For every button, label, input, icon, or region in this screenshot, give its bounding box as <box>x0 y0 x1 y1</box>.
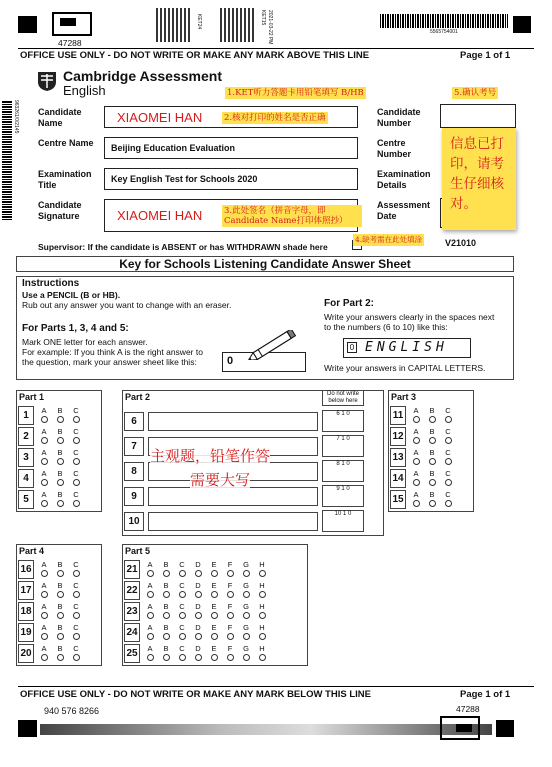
candidate-name-label: Candidate Name <box>38 107 82 128</box>
part5-label: Part 5 <box>125 546 151 556</box>
part5-q24-option-b[interactable]: B <box>160 624 172 640</box>
part4-q19-option-c[interactable]: C <box>70 624 82 640</box>
part5-q23-option-g[interactable]: G <box>240 603 252 619</box>
part4-q16-option-a[interactable]: A <box>38 561 50 577</box>
part2-label: Part 2 <box>125 392 151 402</box>
part1-q1-option-b[interactable]: B <box>54 407 66 423</box>
part5-q22-option-h[interactable]: H <box>256 582 268 598</box>
part2-answer-field-10[interactable] <box>148 512 318 531</box>
part1-q3-option-a[interactable]: A <box>38 449 50 465</box>
part4-q20-option-a[interactable]: A <box>38 645 50 661</box>
part1-q5-option-a[interactable]: A <box>38 491 50 507</box>
barcode-right-number: 5565754001 <box>430 29 458 35</box>
part4-q17-option-b[interactable]: B <box>54 582 66 598</box>
part5-q24-option-h[interactable]: H <box>256 624 268 640</box>
part3-q11-option-b[interactable]: B <box>426 407 438 423</box>
part1-q4-option-b[interactable]: B <box>54 470 66 486</box>
instructions-line1: Use a PENCIL (B or HB). <box>22 290 121 300</box>
part1-q5-option-b[interactable]: B <box>54 491 66 507</box>
part5-q24-option-g[interactable]: G <box>240 624 252 640</box>
part5-q25-option-h[interactable]: H <box>256 645 268 661</box>
part4-q16-option-c[interactable]: C <box>70 561 82 577</box>
part5-q21-option-e[interactable]: E <box>208 561 220 577</box>
part5-question-number: 21 <box>124 560 140 579</box>
part3-question-number: 15 <box>390 490 406 509</box>
part3-q15-option-b[interactable]: B <box>426 491 438 507</box>
part1-q4-option-c[interactable]: C <box>70 470 82 486</box>
part4-q17-option-c[interactable]: C <box>70 582 82 598</box>
part1-q5-option-c[interactable]: C <box>70 491 82 507</box>
parts135-line3: the question, mark your answer sheet like this: <box>22 357 197 367</box>
part5-q22-option-d[interactable]: D <box>192 582 204 598</box>
part5-q21-option-a[interactable]: A <box>144 561 156 577</box>
note-pencil: 1.KET听力答题卡用铅笔填写 B/HB <box>227 88 364 98</box>
part2-marker-8: 8 1 0 <box>322 460 364 482</box>
part4-q16-option-b[interactable]: B <box>54 561 66 577</box>
part4-q18-option-c[interactable]: C <box>70 603 82 619</box>
office-use-bottom: OFFICE USE ONLY - DO NOT WRITE OR MAKE ANY MARK BELOW THIS LINE <box>20 689 371 700</box>
part1-question-number: 4 <box>18 469 34 488</box>
part2-instr-line1: Write your answers clearly in the spaces next <box>324 312 495 322</box>
part4-q18-option-b[interactable]: B <box>54 603 66 619</box>
part2-marker-7: 7 1 0 <box>322 435 364 457</box>
registration-mark-bottom-left <box>18 720 37 737</box>
part4-question-number: 19 <box>18 623 34 642</box>
part1-q3-option-b[interactable]: B <box>54 449 66 465</box>
part5-q22-option-b[interactable]: B <box>160 582 172 598</box>
part4-q19-option-b[interactable]: B <box>54 624 66 640</box>
part3-q12-option-c[interactable]: C <box>442 428 454 444</box>
part4-q19-option-a[interactable]: A <box>38 624 50 640</box>
part5-q25-option-b[interactable]: B <box>160 645 172 661</box>
note-signature: 3.此处签名（拼音字母，即Candidate Name打印体照抄） <box>222 205 362 227</box>
part4-q20-option-b[interactable]: B <box>54 645 66 661</box>
part1-q2-option-a[interactable]: A <box>38 428 50 444</box>
part4-question-number: 17 <box>18 581 34 600</box>
part1-q4-option-a[interactable]: A <box>38 470 50 486</box>
note-confirm-number: 5.确认考号 <box>454 88 497 98</box>
side-barcode <box>2 100 12 220</box>
part5-q21-option-h[interactable]: H <box>256 561 268 577</box>
part3-q13-option-b[interactable]: B <box>426 449 438 465</box>
part5-q23-option-b[interactable]: B <box>160 603 172 619</box>
part5-question-number: 24 <box>124 623 140 642</box>
registration-mark-bottom-right <box>496 720 514 737</box>
part3-question-number: 13 <box>390 448 406 467</box>
part2-question-number: 7 <box>124 437 144 456</box>
exam-title-label: Examination Title <box>38 169 92 190</box>
top-divider <box>18 48 534 49</box>
part2-marker-9: 9 1 0 <box>322 485 364 507</box>
part5-q25-option-c[interactable]: C <box>176 645 188 661</box>
qr-code-right <box>220 8 256 42</box>
part5-q24-option-e[interactable]: E <box>208 624 220 640</box>
registration-mark-top-right <box>513 16 531 33</box>
example-mark-num: 0 <box>227 355 234 367</box>
logo-line2: English <box>63 83 106 98</box>
part4-question-number: 20 <box>18 644 34 663</box>
part2-instr-line2: to the numbers (6 to 10) like this: <box>324 322 448 332</box>
part2-marker-10: 10 1 0 <box>322 510 364 532</box>
instructions-line2: Rub out any answer you want to change with an eraser. <box>22 300 232 310</box>
part3-label: Part 3 <box>391 392 417 402</box>
part3-q12-option-b[interactable]: B <box>426 428 438 444</box>
exam-details-label: Examination Details <box>377 169 431 190</box>
part1-q2-option-c[interactable]: C <box>70 428 82 444</box>
part2-example-word: ENGLISH <box>365 340 448 355</box>
part1-q2-option-b[interactable]: B <box>54 428 66 444</box>
part2-question-number: 6 <box>124 412 144 431</box>
part5-q23-option-a[interactable]: A <box>144 603 156 619</box>
side-barcode-text: 963261/0/2145 <box>13 100 19 134</box>
part3-q13-option-c[interactable]: C <box>442 449 454 465</box>
assessment-date-label: Assessment Date <box>377 200 431 221</box>
part3-q15-option-c[interactable]: C <box>442 491 454 507</box>
part5-q24-option-d[interactable]: D <box>192 624 204 640</box>
part5-q24-option-a[interactable]: A <box>144 624 156 640</box>
part1-question-number: 3 <box>18 448 34 467</box>
supervisor-text: Supervisor: If the candidate is ABSENT or has WITHDRAWN shade here <box>38 242 328 252</box>
part2-question-number: 10 <box>124 512 144 531</box>
part3-q15-option-a[interactable]: A <box>410 491 422 507</box>
page-label-top: Page 1 of 1 <box>460 50 511 61</box>
part5-q21-option-g[interactable]: G <box>240 561 252 577</box>
part5-q21-option-b[interactable]: B <box>160 561 172 577</box>
part2-instr-line3: Write your answers in CAPITAL LETTERS. <box>324 363 486 373</box>
part1-q1-option-c[interactable]: C <box>70 407 82 423</box>
sheet-code-box-fill <box>60 18 76 26</box>
signature-value: XIAOMEI HAN <box>117 208 203 223</box>
part2-note-line2: 需要大写 <box>190 469 250 490</box>
centre-number-label: Centre Number <box>377 138 412 159</box>
part2-instr-heading: For Part 2: <box>324 298 375 309</box>
part5-q22-option-c[interactable]: C <box>176 582 188 598</box>
do-not-write-header: Do not write below here <box>322 390 364 406</box>
office-use-top: OFFICE USE ONLY - DO NOT WRITE OR MAKE ANY MARK ABOVE THIS LINE <box>20 50 370 61</box>
qr-caption-right-date: 2021-03-22 PM <box>267 10 273 45</box>
part3-question-number: 11 <box>390 406 406 425</box>
part5-q24-option-c[interactable]: C <box>176 624 188 640</box>
bottom-divider <box>18 686 534 687</box>
part2-answer-field-6[interactable] <box>148 412 318 431</box>
centre-name-label: Centre Name <box>38 138 94 148</box>
part1-q1-option-a[interactable]: A <box>38 407 50 423</box>
part3-q14-option-c[interactable]: C <box>442 470 454 486</box>
part3-q14-option-b[interactable]: B <box>426 470 438 486</box>
qr-caption-left: KET24 <box>196 14 202 30</box>
parts135-heading: For Parts 1, 3, 4 and 5: <box>22 323 129 334</box>
part5-question-number: 25 <box>124 644 140 663</box>
qr-caption-right: KET15 <box>260 10 266 26</box>
part5-q25-option-e[interactable]: E <box>208 645 220 661</box>
barcode-right <box>380 14 508 28</box>
exam-title-field: Key English Test for Schools 2020 <box>104 168 358 190</box>
part2-marker-6: 6 1 0 <box>322 410 364 432</box>
part1-question-number: 2 <box>18 427 34 446</box>
part2-question-number: 8 <box>124 462 144 481</box>
parts135-line2: For example: If you think A is the right answer to <box>22 347 203 357</box>
logo-line1: Cambridge Assessment <box>63 68 222 84</box>
sheet-code: V21010 <box>445 238 477 248</box>
part3-q11-option-a[interactable]: A <box>410 407 422 423</box>
part5-q22-option-g[interactable]: G <box>240 582 252 598</box>
part5-question-number: 23 <box>124 602 140 621</box>
note-absent: 4.缺考需在此处填涂 <box>355 235 423 244</box>
part5-q22-option-a[interactable]: A <box>144 582 156 598</box>
part4-question-number: 16 <box>18 560 34 579</box>
part1-label: Part 1 <box>19 392 45 402</box>
centre-name-field: Beijing Education Evaluation <box>104 137 358 159</box>
part5-q21-option-c[interactable]: C <box>176 561 188 577</box>
part5-q24-option-f[interactable]: F <box>224 624 236 640</box>
part3-question-number: 14 <box>390 469 406 488</box>
part5-q25-option-g[interactable]: G <box>240 645 252 661</box>
parts135-line1: Mark ONE letter for each answer. <box>22 337 148 347</box>
part5-q22-option-f[interactable]: F <box>224 582 236 598</box>
page-label-bottom: Page 1 of 1 <box>460 689 511 700</box>
part4-question-number: 18 <box>18 602 34 621</box>
part5-q21-option-f[interactable]: F <box>224 561 236 577</box>
part2-question-number: 9 <box>124 487 144 506</box>
part3-q13-option-a[interactable]: A <box>410 449 422 465</box>
serial-number: 940 576 8266 <box>44 706 100 716</box>
sheet-code-bottom: 47288 <box>456 704 480 714</box>
part5-q23-option-d[interactable]: D <box>192 603 204 619</box>
part3-q12-option-a[interactable]: A <box>410 428 422 444</box>
part5-q22-option-e[interactable]: E <box>208 582 220 598</box>
candidate-name-value: XIAOMEI HAN <box>117 109 203 125</box>
candidate-number-label: Candidate Number <box>377 107 421 128</box>
part3-q14-option-a[interactable]: A <box>410 470 422 486</box>
pencil-icon <box>244 330 302 360</box>
sticky-note: 信息已打印，请考生仔细核对。 <box>442 128 516 230</box>
part5-q25-option-f[interactable]: F <box>224 645 236 661</box>
part5-q21-option-d[interactable]: D <box>192 561 204 577</box>
cambridge-shield-icon <box>36 70 58 92</box>
part1-q3-option-c[interactable]: C <box>70 449 82 465</box>
part4-q17-option-a[interactable]: A <box>38 582 50 598</box>
part5-q25-option-d[interactable]: D <box>192 645 204 661</box>
signature-label: Candidate Signature <box>38 200 82 221</box>
sheet-title: Key for Schools Listening Candidate Answer Sheet <box>16 256 514 272</box>
part5-q25-option-a[interactable]: A <box>144 645 156 661</box>
part5-q23-option-h[interactable]: H <box>256 603 268 619</box>
sheet-code-top: 47288 <box>58 38 82 48</box>
sheet-code-box-bottom-fill <box>456 724 472 732</box>
instructions-heading: Instructions <box>22 278 80 289</box>
part5-q23-option-f[interactable]: F <box>224 603 236 619</box>
part5-q23-option-c[interactable]: C <box>176 603 188 619</box>
part3-q11-option-c[interactable]: C <box>442 407 454 423</box>
part1-question-number: 5 <box>18 490 34 509</box>
note-check-name: 2.核对打印的姓名是否正确 <box>224 113 326 123</box>
part4-label: Part 4 <box>19 546 45 556</box>
part3-question-number: 12 <box>390 427 406 446</box>
qr-code-left <box>156 8 192 42</box>
candidate-number-box[interactable] <box>440 104 516 128</box>
part2-example-num: 0 <box>347 342 357 353</box>
part5-q23-option-e[interactable]: E <box>208 603 220 619</box>
part1-question-number: 1 <box>18 406 34 425</box>
part2-note-line1: 主观题，铅笔作答 <box>150 445 270 466</box>
part4-q18-option-a[interactable]: A <box>38 603 50 619</box>
part4-q20-option-c[interactable]: C <box>70 645 82 661</box>
registration-mark-top-left <box>18 16 37 33</box>
part5-question-number: 22 <box>124 581 140 600</box>
footer-gradient-bar <box>40 724 492 735</box>
